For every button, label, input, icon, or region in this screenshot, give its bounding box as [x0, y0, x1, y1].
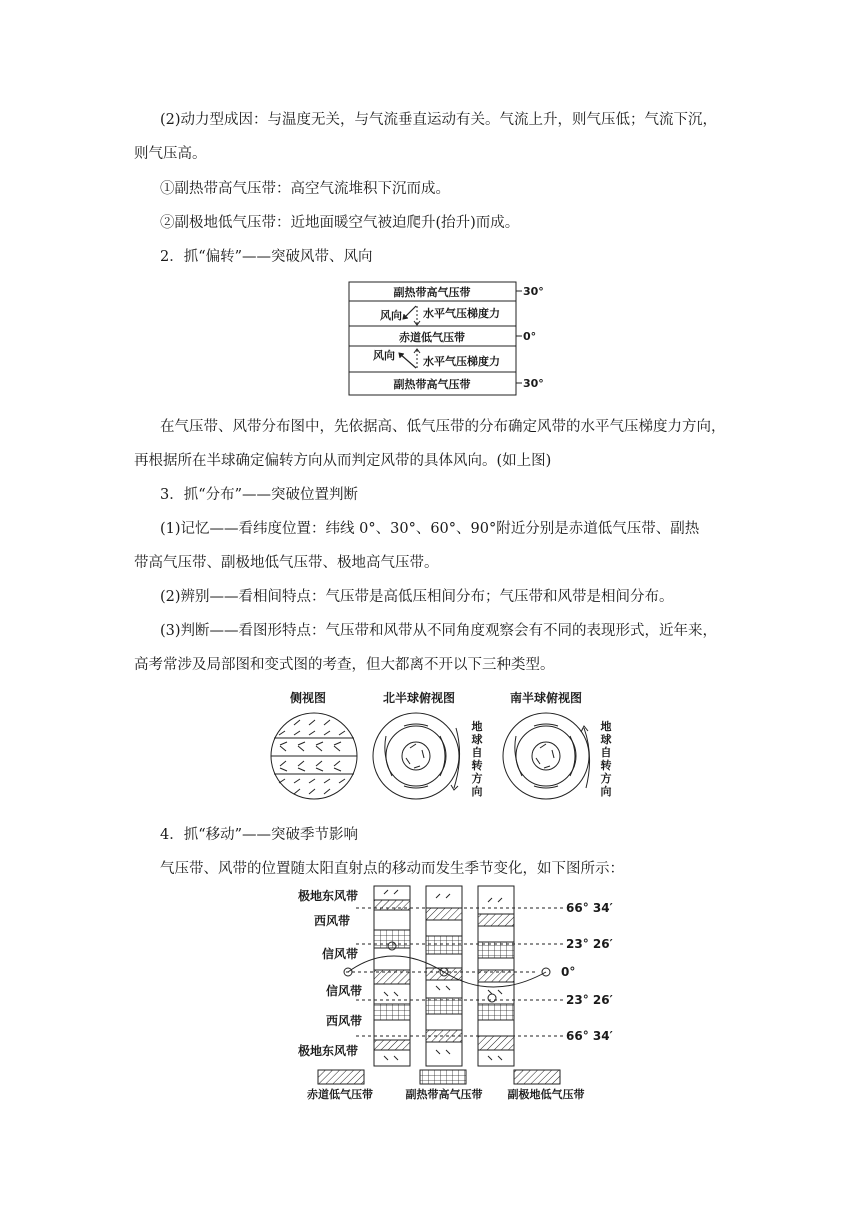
wind-label-top: 风向: [380, 309, 402, 322]
lat-23-south: 23° 26′: [566, 993, 613, 1007]
paragraph-dynamic-cause-cont: 则气压高。: [134, 146, 207, 162]
lat-30-bottom: 30°: [523, 377, 544, 390]
label-trade-north: 信风带: [322, 947, 359, 961]
label-polar-easterly-south: 极地东风带: [298, 1044, 359, 1058]
south-view-title: 南半球俯视图: [509, 691, 583, 705]
svg-text:方: 方: [471, 772, 483, 785]
column-left: [374, 886, 410, 1066]
lat-66-north: 66° 34′: [566, 901, 613, 915]
row-subtropical-high-top: 副热带高气压带: [393, 286, 471, 299]
svg-text:地: 地: [600, 720, 612, 733]
legend-subtropical-high-swatch: [420, 1070, 466, 1084]
paragraph-dynamic-cause: (2)动力型成因：与温度无关，与气流垂直运动有关。气流上升，则气压低；气流下沉，: [160, 112, 718, 128]
seasonal-shift-diagram: [296, 880, 626, 1102]
south-rotation-label: [601, 719, 612, 798]
three-views-diagram: [270, 688, 620, 806]
lat-30-top: 30°: [523, 285, 544, 298]
heading-distribution: 3．抓“分布”——突破位置判断: [160, 487, 359, 503]
label-polar-easterly-north: 极地东风带: [298, 889, 359, 903]
label-westerly-north: 西风带: [314, 914, 351, 928]
legend-subtropical-high: 副热带高气压带: [405, 1088, 483, 1101]
svg-text:方: 方: [600, 772, 612, 785]
force-label-bottom: 水平气压梯度力: [423, 355, 500, 368]
label-trade-south: 信风带: [326, 984, 363, 998]
legend-equatorial-low-swatch: [318, 1070, 364, 1084]
lat-0: 0°: [523, 330, 537, 343]
row-subtropical-high-bottom: 副热带高气压带: [393, 378, 471, 391]
svg-text:转: 转: [471, 759, 483, 772]
heading-movement: 4．抓“移动”——突破季节影响: [160, 827, 359, 843]
paragraph-memory: (1)记忆——看纬度位置：纬线 0°、30°、60°、90°附近分别是赤道低气压带、副热: [160, 521, 700, 537]
lat-equator: 0°: [561, 965, 576, 979]
paragraph-judge-cont: 高考常涉及局部图和变式图的考查，但大都离不开以下三种类型。: [134, 657, 555, 673]
north-rotation-label: [472, 719, 483, 798]
row-equatorial-low: 赤道低气压带: [399, 331, 465, 344]
legend-subpolar-low-swatch: [514, 1070, 560, 1084]
legend-equatorial-low: 赤道低气压带: [307, 1088, 373, 1101]
side-view-title: 侧视图: [289, 691, 327, 705]
paragraph-subpolar-low: ②副极地低气压带：近地面暖空气被迫爬升(抬升)而成。: [160, 215, 520, 231]
lat-23-north: 23° 26′: [566, 937, 613, 951]
svg-text:自: 自: [600, 746, 612, 759]
legend-subpolar-low: 副极地低气压带: [507, 1088, 585, 1101]
paragraph-distinguish: (2)辨别——看相间特点：气压带是高低压相间分布；气压带和风带是相间分布。: [160, 589, 674, 605]
paragraph-method-cont: 再根据所在半球确定偏转方向从而判定风带的具体风向。(如上图): [134, 453, 552, 469]
label-westerly-south: 西风带: [326, 1014, 363, 1028]
lat-66-south: 66° 34′: [566, 1029, 613, 1043]
paragraph-method: 在气压带、风带分布图中，先依据高、低气压带的分布确定风带的水平气压梯度力方向，: [160, 419, 726, 435]
paragraph-memory-cont: 带高气压带、副极地低气压带、极地高气压带。: [134, 555, 439, 571]
paragraph-subtropical-high: ①副热带高气压带：高空气流堆积下沉而成。: [160, 181, 450, 197]
svg-text:自: 自: [471, 746, 483, 759]
svg-text:球: 球: [600, 733, 612, 746]
svg-text:球: 球: [471, 733, 483, 746]
north-view-title: 北半球俯视图: [382, 691, 456, 705]
heading-deflection: 2．抓“偏转”——突破风带、风向: [160, 249, 373, 265]
force-label-top: 水平气压梯度力: [423, 307, 500, 320]
svg-text:向: 向: [471, 785, 483, 798]
svg-text:地: 地: [471, 720, 483, 733]
svg-text:向: 向: [600, 785, 612, 798]
side-view-globe: [271, 713, 357, 799]
svg-text:转: 转: [600, 759, 612, 772]
south-hemisphere-view: [503, 713, 590, 799]
paragraph-judge: (3)判断——看图形特点：气压带和风带从不同角度观察会有不同的表现形式，近年来，: [160, 623, 718, 639]
wind-label-bottom: 风向: [373, 349, 395, 362]
paragraph-seasonal: 气压带、风带的位置随太阳直射点的移动而发生季节变化，如下图所示：: [160, 861, 624, 877]
wind-deflection-diagram: [340, 278, 560, 400]
north-hemisphere-view: [373, 713, 460, 799]
column-right: [478, 886, 514, 1066]
